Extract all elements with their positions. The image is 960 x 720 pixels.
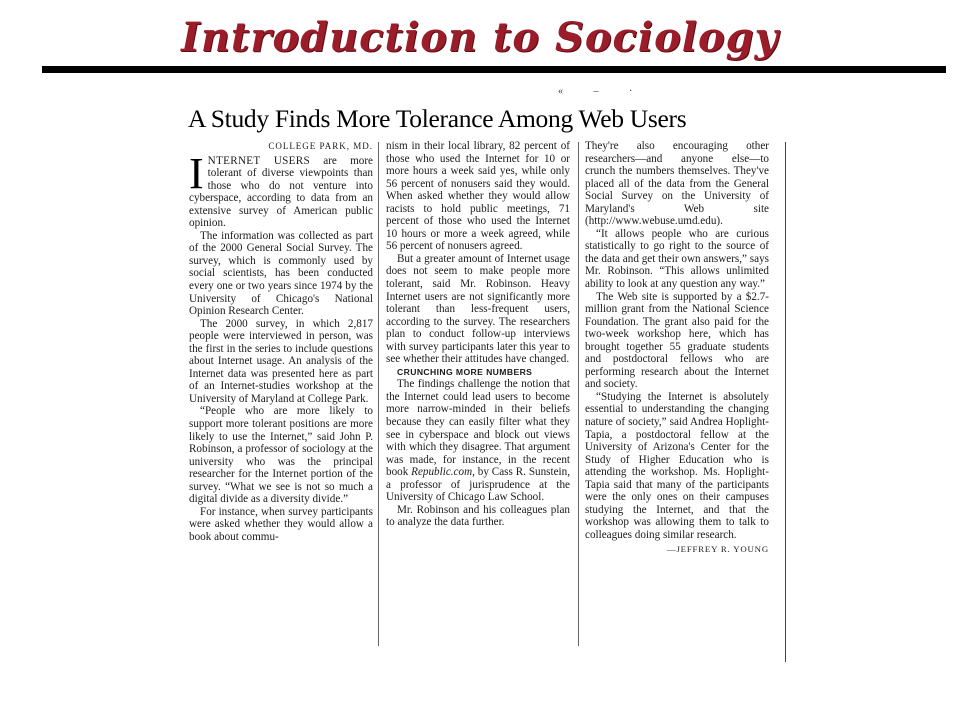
paragraph: “Studying the Internet is absolutely essential to understanding the changing nature of society,” said Andrea Hoplight-Tapia, a postdoctoral fellow at the University of Arizona's Center for the Study of Higher Education who is attending the workshop. Ms. Hoplight-Tapia said that many of the participants were the only ones on their campuses studying the Internet, and that the workshop was allowing them to talk to colleagues doing similar research.: [585, 390, 769, 541]
scan-marks: « ‒ ·: [558, 86, 647, 97]
newspaper-clipping: [188, 80, 788, 660]
paragraph: [386, 378, 570, 503]
paragraph: The information was collected as part of the 2000 General Social Survey. The survey, which is commonly used by social scientists, has been conducted every one or two years since 1974 by the University of Chicago's National Opinion Research Center.: [189, 229, 373, 318]
paragraph-text: , by Cass R. Sunstein, a professor of jurisprudence at the University of Chicago Law School.: [386, 466, 570, 504]
lead-paragraph: [189, 148, 373, 230]
dateline: COLLEGE PARK, MD.: [268, 141, 373, 151]
drop-cap: I: [189, 148, 204, 198]
paragraph: They're also encouraging other researchers—and anyone else—to crunch the numbers themselves. They've placed all of the data from the General Social Survey on the University of Maryland's Web site (http://www.webuse.umd.edu).: [585, 140, 769, 228]
article-headline: A Study Finds More Tolerance Among Web Users: [188, 104, 687, 133]
lead-caps: NTERNET USERS: [207, 154, 311, 167]
section-subhead: CRUNCHING MORE NUMBERS: [397, 366, 533, 377]
paragraph: The Web site is supported by a $2.7-million grant from the National Science Foundation. The grant also paid for the two-week workshop here, which has brought together 55 graduate students and postdoctoral fellows who are performing research about the Internet and society.: [585, 290, 769, 391]
column-rule: [378, 142, 379, 646]
title-divider: [42, 66, 946, 73]
article-column-2: [386, 140, 570, 529]
paragraph: The 2000 survey, in which 2,817 people were interviewed in person, was the first in the series to include questions about Internet usage. An analysis of the Internet data was presented here as part of an Internet-studies workshop at the University of Maryland at College Park.: [189, 317, 373, 405]
paragraph: “People who are more likely to support more tolerant positions are more likely to use the Internet,” said John P. Robinson, a professor of sociology at the university who was the principal researcher for the Internet portion of the survey. “What we see is not so much a digital divide as a diversity divide.”: [189, 405, 373, 506]
article-column-3: [585, 140, 769, 555]
paragraph: Mr. Robinson and his colleagues plan to analyze the data further.: [386, 503, 570, 529]
paragraph: But a greater amount of Internet usage does not seem to make people more tolerant, said Mr. Robinson. Heavy Internet users are not significantly more tolerant than less-frequent users, according to the survey. The researchers plan to conduct follow-up interviews with survey participants later this year to see whether their attitudes have changed.: [386, 252, 570, 366]
column-rule: [785, 142, 786, 662]
book-title: Republic.com: [411, 466, 473, 479]
paragraph-text: The findings challenge the notion that the Internet could lead users to become more narrow-minded in their beliefs because they can easily filter what they see in cyberspace and block out views with which they disagree. That argument was made, for instance, in the recent book: [386, 378, 570, 479]
lead-text: are more tolerant of diverse viewpoints than those who do not venture into cyberspace, according to data from an extensive survey of American public opinion.: [189, 154, 373, 230]
slide-title: Introduction to Sociology: [181, 14, 779, 61]
paragraph: For instance, when survey participants were asked whether they would allow a book about commu-: [189, 505, 373, 543]
byline: —JEFFREY R. YOUNG: [666, 543, 769, 554]
paragraph: “It allows people who are curious statistically to go right to the source of the data and get their own answers,” says Mr. Robinson. “This allows unlimited ability to look at any question any way.”: [585, 227, 769, 291]
article-column-1: [189, 140, 373, 544]
paragraph: nism in their local library, 82 percent of those who used the Internet for 10 or more hours a week said yes, while only 56 percent of nonusers said they would. When asked whether they would allow racists to hold public meetings, 71 percent of those who used the Internet 10 hours or more a week agreed, while 56 percent of nonusers agreed.: [386, 140, 570, 253]
column-rule: [578, 142, 579, 646]
